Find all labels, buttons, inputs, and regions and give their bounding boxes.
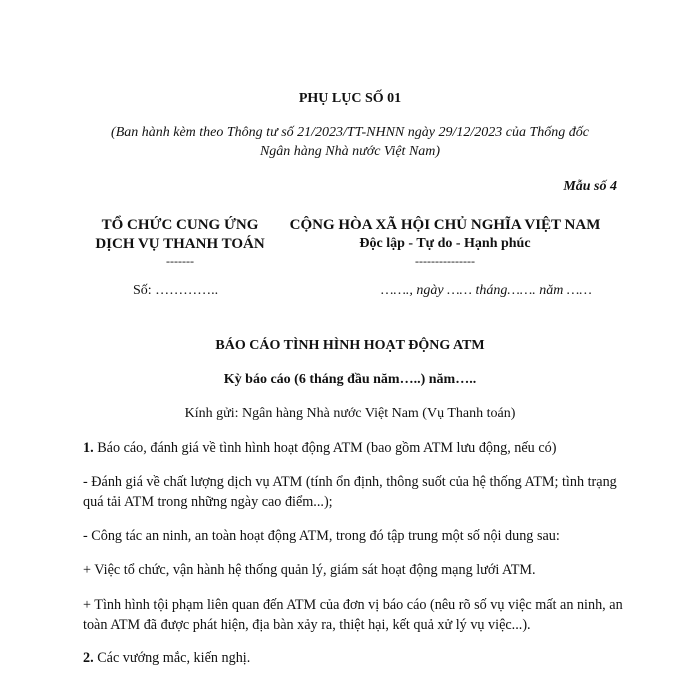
appendix-title: PHỤ LỤC SỐ 01	[298, 91, 402, 106]
date-line: ……., ngày …… tháng……. năm ……	[381, 283, 592, 298]
section-text: + Việc tổ chức, vận hành hệ thống quản lý, giám sát hoạt động mạng lưới ATM.	[83, 562, 536, 578]
section-bullet-service-quality	[83, 472, 623, 512]
national-title: CỘNG HÒA XÃ HỘI CHỦ NGHĨA VIỆT NAM	[289, 217, 601, 233]
section-subbullet-crime	[83, 595, 623, 635]
national-separator: ---------------	[415, 254, 475, 268]
section-text: - Đánh giá về chất lượng dịch vụ ATM (tính ổn định, thông suốt của hệ thống ATM; tình trạng quá tải ATM trong những ngày cao điểm...);	[83, 474, 617, 510]
form-number: Mẫu số 4	[563, 179, 617, 194]
section-1	[83, 438, 623, 458]
org-name-line1: TỔ CHỨC CUNG ỨNG	[101, 217, 259, 233]
org-name-line2: DỊCH VỤ THANH TOÁN	[95, 236, 265, 252]
section-subbullet-operation	[83, 560, 623, 580]
report-recipient: Kính gửi: Ngân hàng Nhà nước Việt Nam (Vụ Thanh toán)	[184, 406, 516, 421]
section-bullet-security	[83, 526, 623, 546]
section-text: - Công tác an ninh, an toàn hoạt động ATM, trong đó tập trung một số nội dung sau:	[83, 528, 560, 544]
section-text: + Tình hình tội phạm liên quan đến ATM của đơn vị báo cáo (nêu rõ số vụ việc mất an ninh, an toàn ATM đã được phát hiện, địa bàn xảy ra, thiệt hại, kết quả xử lý vụ việc...).	[83, 597, 623, 633]
section-text: Các vướng mắc, kiến nghị.	[93, 650, 251, 666]
section-number: 1.	[83, 440, 94, 456]
appendix-subtitle-line1: (Ban hành kèm theo Thông tư số 21/2023/TT-NHNN ngày 29/12/2023 của Thống đốc	[111, 125, 589, 140]
section-text: Báo cáo, đánh giá về tình hình hoạt động ATM (bao gồm ATM lưu động, nếu có)	[93, 440, 557, 456]
appendix-subtitle-line2: Ngân hàng Nhà nước Việt Nam)	[259, 144, 441, 159]
org-separator: -------	[166, 254, 194, 268]
report-period: Kỳ báo cáo (6 tháng đầu năm…..) năm…..	[223, 372, 477, 387]
national-motto: Độc lập - Tự do - Hạnh phúc	[359, 236, 531, 251]
document-number-label: Số: …………..	[133, 283, 219, 298]
report-title: BÁO CÁO TÌNH HÌNH HOẠT ĐỘNG ATM	[215, 338, 485, 353]
section-2	[83, 648, 623, 668]
section-number: 2.	[83, 650, 94, 666]
